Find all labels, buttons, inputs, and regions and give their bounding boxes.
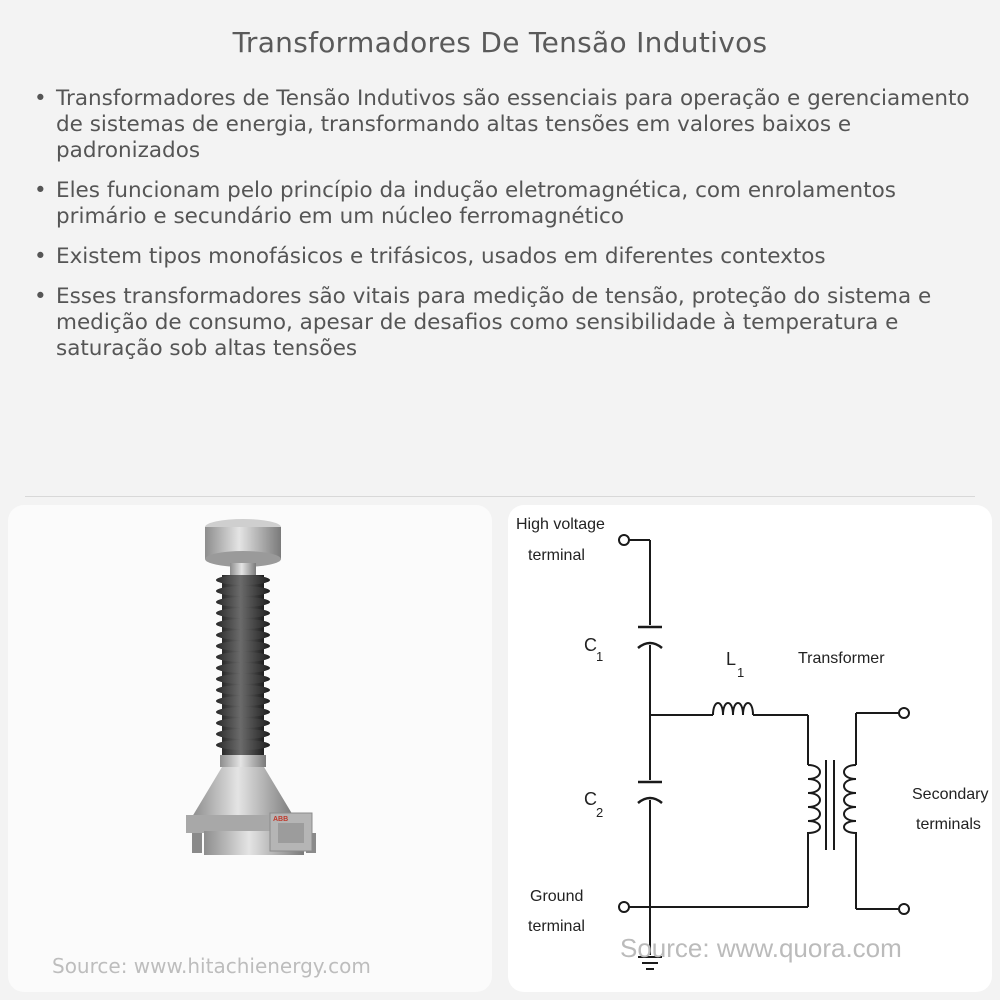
bullet-item <box>30 178 980 230</box>
transformer-illustration <box>8 505 492 992</box>
bullet-text: Transformadores de Tensão Indutivos são essenciais para operação e gerenciamento de sistemas de energia, transformando altas tensões em valores baixos e padronizados <box>56 86 970 163</box>
high-voltage-label-2: terminal <box>528 547 585 564</box>
circuit-wires <box>626 540 900 955</box>
c2-subscript: 2 <box>596 805 604 820</box>
bullet-item <box>30 244 980 270</box>
bullet-text: Existem tipos monofásicos e trifásicos, usados em diferentes contextos <box>56 244 826 269</box>
primary-winding <box>808 765 820 845</box>
bullet-dot: • <box>34 86 47 111</box>
ground-terminal <box>619 902 629 912</box>
transformer-label: Transformer <box>798 650 885 667</box>
circuit-diagram-card <box>508 505 992 992</box>
c1-subscript: 1 <box>596 649 604 664</box>
bullet-dot: • <box>34 244 47 269</box>
l1-subscript: 1 <box>737 665 745 680</box>
high-voltage-label: High voltage <box>516 516 605 533</box>
secondary-terminals-label: Secondary <box>912 786 989 803</box>
secondary-terminal-top <box>899 708 909 718</box>
bullet-dot: • <box>34 284 47 309</box>
conical-base <box>192 767 294 817</box>
transformer-photo-card <box>8 505 492 992</box>
c1-label: C <box>584 635 597 655</box>
diagram-source: Source: www.quora.com <box>620 933 902 963</box>
ground-terminal-label-2: terminal <box>528 918 585 935</box>
ground-terminal-label: Ground <box>530 888 584 905</box>
inductor-l1 <box>713 703 753 715</box>
bullet-list <box>30 86 980 376</box>
terminals <box>619 535 909 914</box>
secondary-winding <box>844 765 856 845</box>
capacitor-c1 <box>638 627 662 648</box>
bullet-text: Eles funcionam pelo princípio da indução eletromagnética, com enrolamentos primário e secundário em um núcleo ferromagnético <box>56 178 896 229</box>
bullet-dot: • <box>34 178 47 203</box>
bullet-item <box>30 284 980 362</box>
left-image-source: Source: www.hitachienergy.com <box>52 954 371 978</box>
secondary-terminals-label-2: terminals <box>916 816 981 833</box>
capacitor-c2 <box>638 782 662 803</box>
circuit-diagram <box>508 505 992 992</box>
brand-mark: ABB <box>273 816 289 823</box>
c2-label: C <box>584 789 597 809</box>
l1-label: L <box>726 649 737 669</box>
section-divider <box>25 496 975 497</box>
bullet-text: Esses transformadores são vitais para medição de tensão, proteção do sistema e medição de consumo, apesar de desafios como sensibilidade à temperatura e saturação sob altas tensões <box>56 284 932 361</box>
high-voltage-terminal <box>619 535 629 545</box>
bullet-item <box>30 86 980 164</box>
secondary-terminal-bottom <box>899 904 909 914</box>
page-title: Transformadores De Tensão Indutivos <box>232 26 768 59</box>
